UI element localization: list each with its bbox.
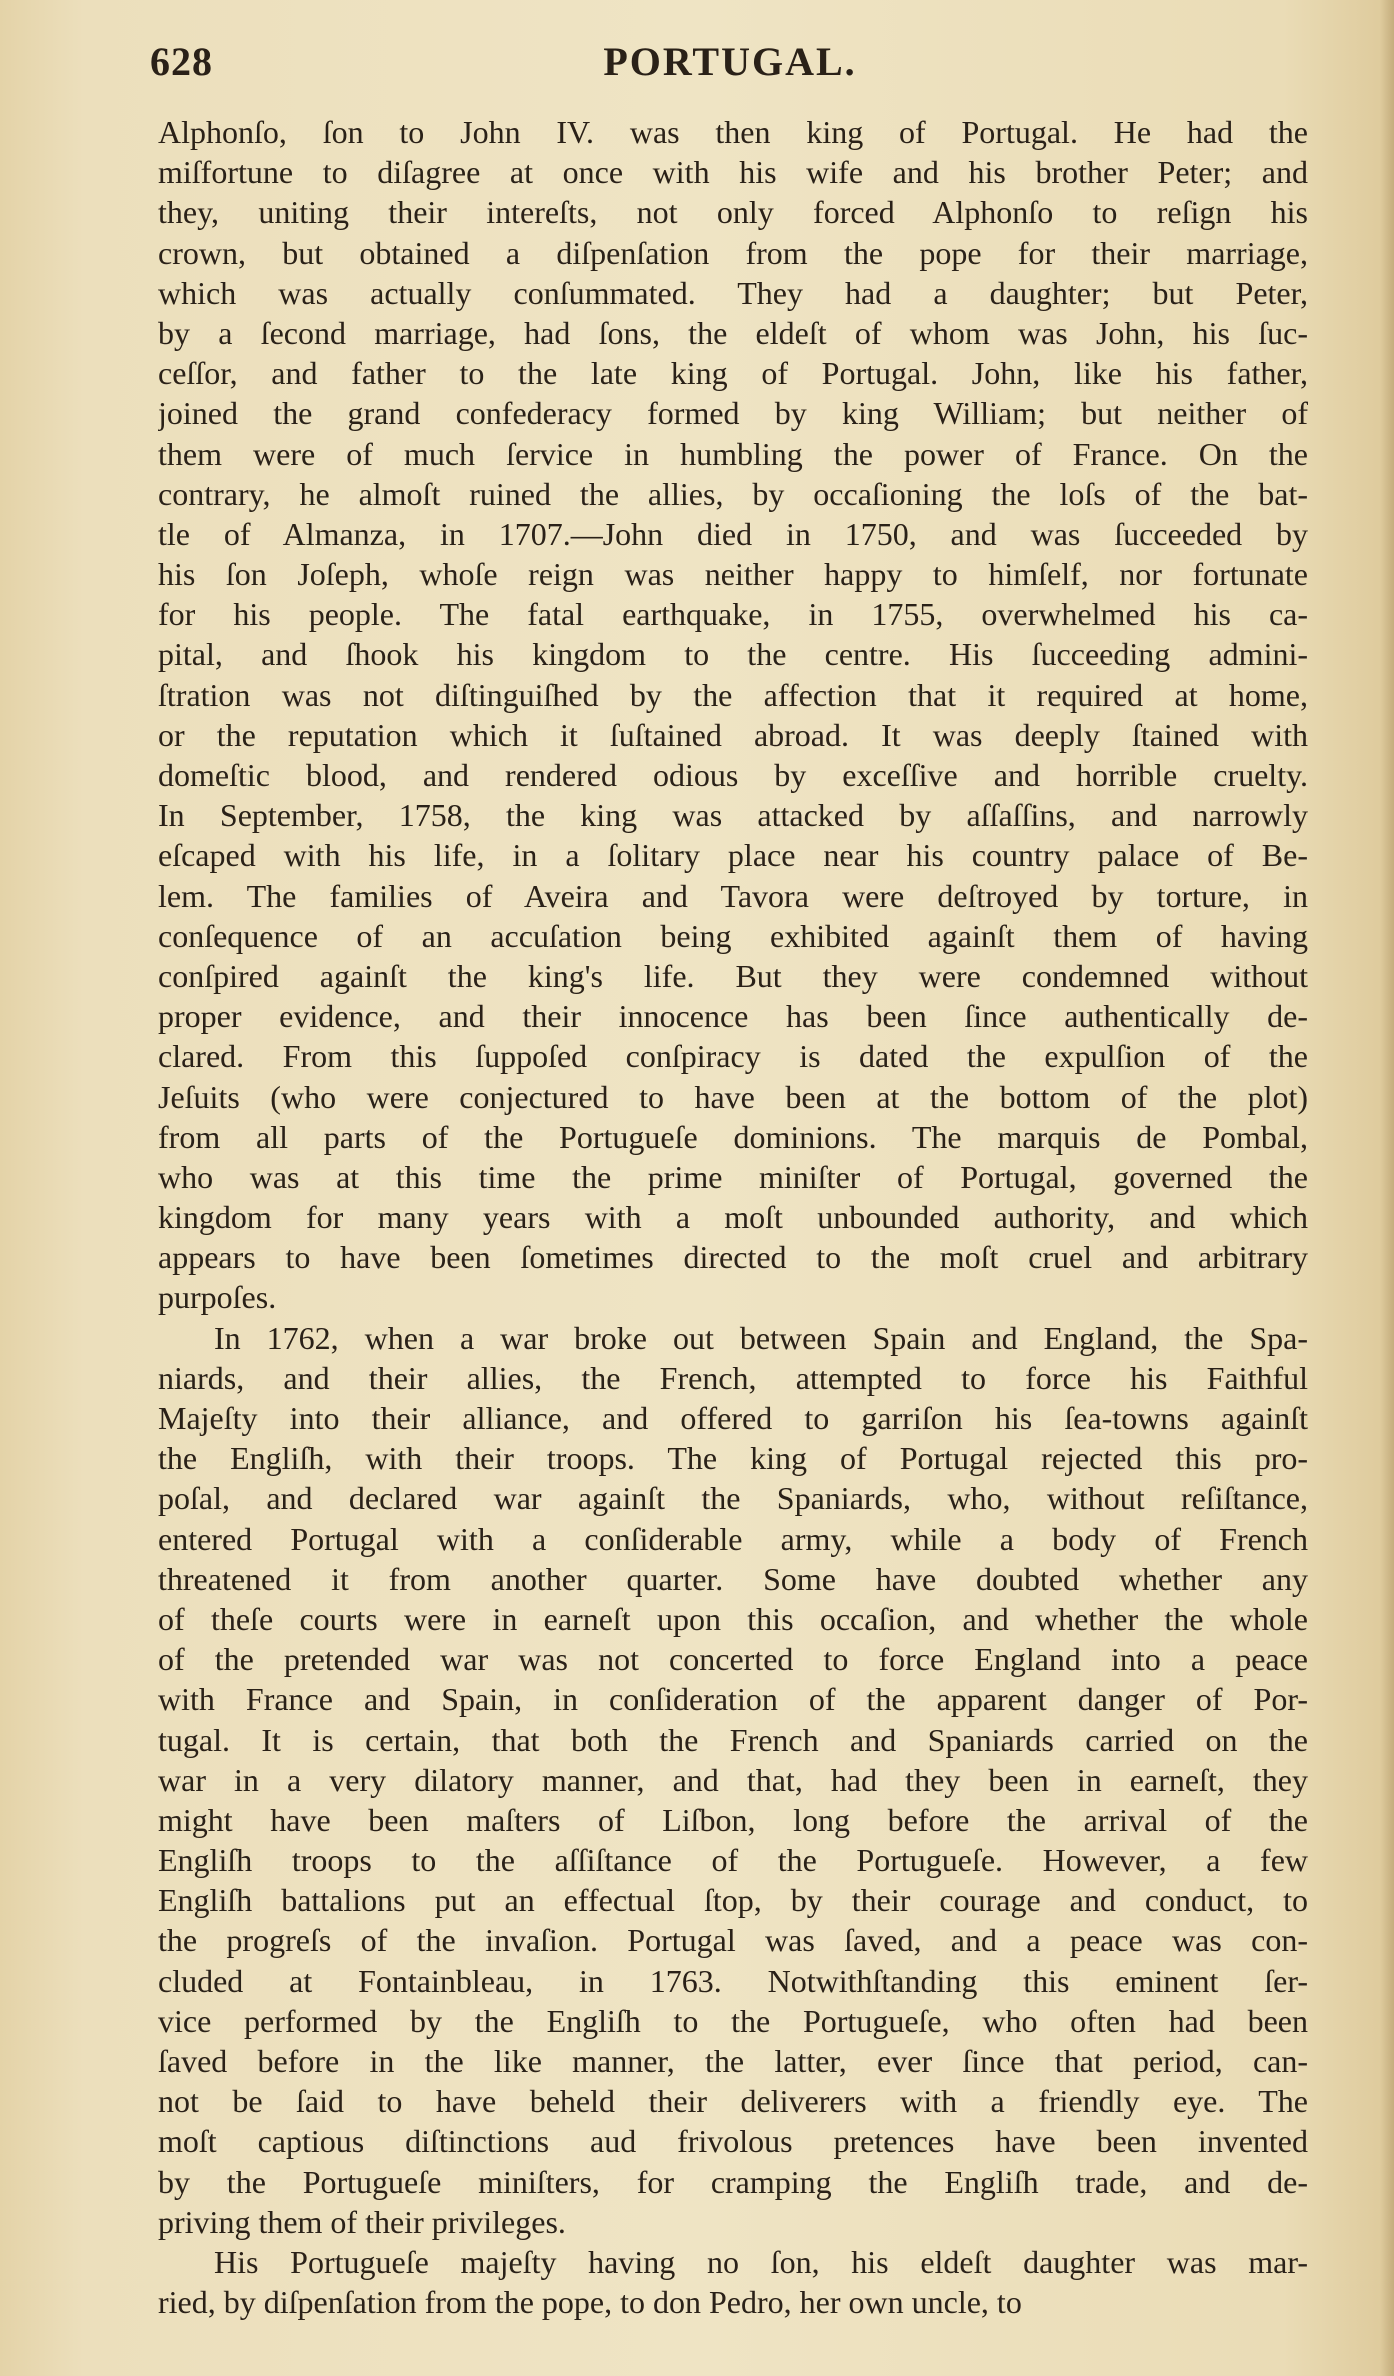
body-text — [158, 112, 1308, 2322]
text-line: moſt captious diſtinctions aud frivolous pretences have been invented — [158, 2123, 1308, 2160]
text-line: appears to have been ſometimes directed to the moſt cruel and arbitrary — [158, 1239, 1308, 1276]
text-line: conſequence of an accuſation being exhibited againſt them of having — [158, 917, 1308, 954]
text-line: who was at this time the prime miniſter of Portugal, governed the — [158, 1158, 1308, 1195]
text-line: the Engliſh, with their troops. The king of Portugal rejected this pro- — [158, 1440, 1308, 1477]
text-line: Engliſh troops to the aſſiſtance of the Portugueſe. However, a few — [158, 1842, 1308, 1879]
text-line: lem. The families of Aveira and Tavora were deſtroyed by torture, in — [158, 877, 1308, 914]
text-line: them were of much ſervice in humbling the power of France. On the — [158, 435, 1308, 472]
text-line: ried, by diſpenſation from the pope, to don Pedro, her own uncle, to — [158, 2284, 1022, 2321]
text-line: crown, but obtained a diſpenſation from the pope for their marriage, — [158, 234, 1308, 271]
text-line: for his people. The fatal earthquake, in 1755, overwhelmed his ca- — [158, 596, 1308, 633]
text-line: domeſtic blood, and rendered odious by exceſſive and horrible cruelty. — [158, 757, 1308, 793]
page-number: 628 — [150, 39, 213, 84]
text-line: In 1762, when a war broke out between Spain and England, the Spa- — [214, 1319, 1308, 1356]
text-line: eſcaped with his life, in a ſolitary place near his country palace of Be- — [158, 837, 1308, 874]
text-line: contrary, he almoſt ruined the allies, by occaſioning the loſs of the bat- — [158, 475, 1308, 512]
paragraph — [158, 2242, 1308, 2322]
text-line: vice performed by the Engliſh to the Portugueſe, who often had been — [158, 2002, 1308, 2039]
text-line: threatened it from another quarter. Some have doubted whether any — [158, 1560, 1308, 1597]
paragraph — [158, 112, 1308, 1318]
text-line: his ſon Joſeph, whoſe reign was neither happy to himſelf, nor fortunate — [158, 556, 1308, 593]
text-line: war in a very dilatory manner, and that, had they been in earneſt, they — [158, 1761, 1308, 1798]
text-line: the progreſs of the invaſion. Portugal was ſaved, and a peace was con- — [158, 1922, 1308, 1959]
text-line: clared. From this ſuppoſed conſpiracy is dated the expulſion of the — [158, 1038, 1308, 1075]
text-line: kingdom for many years with a moſt unbounded authority, and which — [158, 1199, 1308, 1236]
text-line: ſaved before in the like manner, the latter, ever ſince that period, can- — [158, 2043, 1308, 2079]
text-line: by the Portugueſe miniſters, for cramping the Engliſh trade, and de- — [158, 2163, 1308, 2200]
text-line: entered Portugal with a conſiderable army, while a body of French — [158, 1520, 1308, 1557]
text-line: ceſſor, and father to the late king of Portugal. John, like his father, — [158, 355, 1308, 392]
text-line: or the reputation which it ſuſtained abroad. It was deeply ſtained with — [158, 716, 1308, 753]
text-line: priving them of their privileges. — [158, 2203, 566, 2240]
text-line: poſal, and declared war againſt the Spaniards, who, without reſiſtance, — [158, 1480, 1308, 1517]
text-line: Engliſh battalions put an effectual ſtop, by their courage and conduct, to — [158, 1882, 1308, 1919]
text-line: Alphonſo, ſon to John IV. was then king of Portugal. He had the — [158, 114, 1308, 150]
paragraph — [158, 1318, 1308, 2242]
page-edge-shadow — [1380, 0, 1394, 2376]
text-line: with France and Spain, in conſideration of the apparent danger of Por- — [158, 1681, 1308, 1718]
text-line: Jeſuits (who were conjectured to have been at the bottom of the plot) — [158, 1078, 1308, 1115]
text-line: by a ſecond marriage, had ſons, the eldeſt of whom was John, his ſuc- — [158, 314, 1308, 351]
text-line: cluded at Fontainbleau, in 1763. Notwithſtanding this eminent ſer- — [158, 1962, 1308, 1999]
text-line: of theſe courts were in earneſt upon this occaſion, and whether the whole — [158, 1600, 1308, 1637]
page-header — [150, 38, 1310, 98]
text-line: His Portugueſe majeſty having no ſon, his eldeſt daughter was mar- — [214, 2243, 1308, 2280]
text-line: of the pretended war was not concerted to force England into a peace — [158, 1641, 1308, 1678]
text-line: miſfortune to diſagree at once with his wife and his brother Peter; and — [158, 154, 1308, 191]
text-line: proper evidence, and their innocence has been ſince authentically de- — [158, 998, 1308, 1035]
text-line: from all parts of the Portugueſe dominions. The marquis de Pombal, — [158, 1118, 1308, 1155]
text-line: pital, and ſhook his kingdom to the centre. His ſucceeding admini- — [158, 636, 1308, 673]
text-line: tugal. It is certain, that both the French and Spaniards carried on the — [158, 1721, 1308, 1758]
text-line: which was actually conſummated. They had a daughter; but Peter, — [158, 274, 1308, 311]
text-line: tle of Almanza, in 1707.—John died in 1750, and was ſucceeded by — [158, 515, 1308, 552]
text-line: In September, 1758, the king was attacked by aſſaſſins, and narrowly — [158, 797, 1308, 834]
text-line: niards, and their allies, the French, attempted to force his Faithful — [158, 1359, 1308, 1396]
text-line: Majeſty into their alliance, and offered to garriſon his ſea-towns againſt — [158, 1400, 1308, 1436]
text-line: they, uniting their intereſts, not only forced Alphonſo to reſign his — [158, 194, 1308, 231]
text-line: might have been maſters of Liſbon, long before the arrival of the — [158, 1801, 1308, 1838]
text-line: purpoſes. — [158, 1279, 277, 1316]
text-line: joined the grand confederacy formed by king William; but neither of — [158, 395, 1308, 432]
text-line: not be ſaid to have beheld their deliverers with a friendly eye. The — [158, 2083, 1308, 2120]
running-title: PORTUGAL. — [603, 39, 857, 84]
text-line: ſtration was not diſtinguiſhed by the affection that it required at home, — [158, 676, 1308, 713]
text-line: conſpired againſt the king's life. But they were condemned without — [158, 957, 1308, 994]
